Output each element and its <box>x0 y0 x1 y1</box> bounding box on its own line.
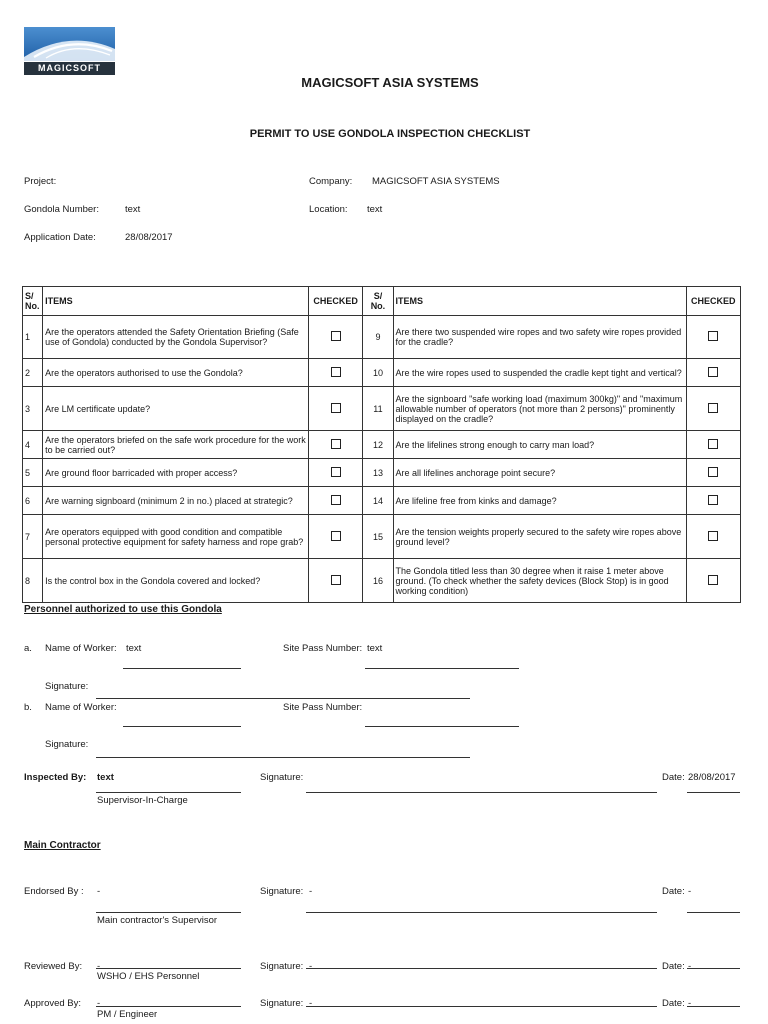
endorsed-date-value: - <box>688 886 692 897</box>
item-text: Are the operators briefed on the safe work procedure for the work to be carried out? <box>43 431 309 459</box>
item-number: 3 <box>23 387 43 431</box>
worker-name-label: Name of Worker: <box>45 702 117 713</box>
worker-name-value: text <box>126 643 142 654</box>
checkbox[interactable] <box>331 495 341 505</box>
checkbox[interactable] <box>708 495 718 505</box>
item-number: 7 <box>23 515 43 559</box>
item-number: 13 <box>363 459 393 487</box>
table-row <box>23 515 741 559</box>
item-text: Are all lifelines anchorage point secure? <box>393 459 686 487</box>
endorsed-signature-line <box>306 912 657 913</box>
company-heading: MAGICSOFT ASIA SYSTEMS <box>301 75 479 90</box>
table-row <box>23 487 741 515</box>
company-logo <box>24 27 115 75</box>
checkbox[interactable] <box>331 467 341 477</box>
checkbox[interactable] <box>708 467 718 477</box>
company-value: MAGICSOFT ASIA SYSTEMS <box>372 176 500 187</box>
item-number: 11 <box>363 387 393 431</box>
item-number: 12 <box>363 431 393 459</box>
checked-header: CHECKED <box>686 287 740 316</box>
item-text: Are warning signboard (minimum 2 in no.) placed at strategic? <box>43 487 309 515</box>
checkbox[interactable] <box>331 531 341 541</box>
site-pass-line <box>365 668 519 669</box>
checkbox-cell[interactable] <box>686 316 740 359</box>
checkbox[interactable] <box>331 439 341 449</box>
items-header: ITEMS <box>43 287 309 316</box>
signature-line <box>96 757 470 758</box>
inspection-date-line <box>687 792 740 793</box>
checkbox[interactable] <box>331 331 341 341</box>
checkbox-cell[interactable] <box>308 431 362 459</box>
approved-by-line <box>96 1006 241 1007</box>
checkbox[interactable] <box>331 575 341 585</box>
endorsed-by-label: Endorsed By : <box>24 886 84 897</box>
reviewed-role: WSHO / EHS Personnel <box>97 971 200 982</box>
reviewed-signature-label: Signature: <box>260 961 304 972</box>
approved-date-line <box>687 1006 740 1007</box>
checkbox[interactable] <box>708 531 718 541</box>
item-text: Are the signboard "safe working load (maximum 300kg)" and "maximum allowable number of operators (not more than 2 persons)" prominently displayed on the cradle? <box>393 387 686 431</box>
sno-header: S/ No. <box>23 287 43 316</box>
checkbox-cell[interactable] <box>308 316 362 359</box>
checkbox-cell[interactable] <box>686 387 740 431</box>
checkbox[interactable] <box>708 331 718 341</box>
location-value: text <box>367 204 383 215</box>
checkbox-cell[interactable] <box>686 559 740 603</box>
item-number: 2 <box>23 359 43 387</box>
item-text: Are the tension weights properly secured to the safety wire ropes above ground level? <box>393 515 686 559</box>
checkbox-cell[interactable] <box>686 359 740 387</box>
approved-signature-label: Signature: <box>260 998 304 1009</box>
item-number: 5 <box>23 459 43 487</box>
project-label: Project: <box>24 176 57 187</box>
worker-name-label: Name of Worker: <box>45 643 117 654</box>
approved-date-label: Date: <box>662 998 685 1009</box>
worker-name-line <box>123 668 241 669</box>
checkbox-cell[interactable] <box>686 487 740 515</box>
reviewed-by-line <box>96 968 241 969</box>
item-text: Are the lifelines strong enough to carry man load? <box>393 431 686 459</box>
item-text: Are the wire ropes used to suspended the cradle kept tight and vertical? <box>393 359 686 387</box>
checkbox-cell[interactable] <box>308 359 362 387</box>
gondola-number-label: Gondola Number: <box>24 204 99 215</box>
endorsed-signature-label: Signature: <box>260 886 304 897</box>
approved-role: PM / Engineer <box>97 1009 158 1020</box>
gondola-number-value: text <box>125 204 141 215</box>
endorsed-date-label: Date: <box>662 886 685 897</box>
approved-by-label: Approved By: <box>24 998 82 1009</box>
checkbox[interactable] <box>331 403 341 413</box>
signature-label: Signature: <box>45 739 89 750</box>
checkbox[interactable] <box>331 367 341 377</box>
checkbox-cell[interactable] <box>308 487 362 515</box>
location-label: Location: <box>309 204 348 215</box>
reviewed-signature-value: - <box>309 961 313 972</box>
checkbox[interactable] <box>708 575 718 585</box>
logo-graphic <box>24 27 115 61</box>
signature-line <box>96 698 470 699</box>
checkbox-cell[interactable] <box>308 515 362 559</box>
endorsed-by-line <box>96 912 241 913</box>
reviewed-date-value: - <box>688 961 692 972</box>
table-row <box>23 316 741 359</box>
item-text: Are ground floor barricaded with proper access? <box>43 459 309 487</box>
checkbox-cell[interactable] <box>308 459 362 487</box>
item-number: 10 <box>363 359 393 387</box>
inspection-date-label: Date: <box>662 772 685 783</box>
site-pass-label: Site Pass Number: <box>283 643 363 654</box>
item-number: 1 <box>23 316 43 359</box>
item-text: Is the control box in the Gondola covered and locked? <box>43 559 309 603</box>
application-date-label: Application Date: <box>24 232 96 243</box>
reviewed-date-label: Date: <box>662 961 685 972</box>
company-label: Company: <box>309 176 353 187</box>
item-text: The Gondola titled less than 30 degree when it raise 1 meter above ground. (To check whether the safety devices (Block Stop) is in good working condition) <box>393 559 686 603</box>
checkbox-cell[interactable] <box>308 387 362 431</box>
worker-name-line <box>123 726 241 727</box>
table-row <box>23 459 741 487</box>
item-text: Are the operators attended the Safety Orientation Briefing (Safe use of Gondola) conducted by the Gondola Supervisor? <box>43 316 309 359</box>
items-header: ITEMS <box>393 287 686 316</box>
table-header-row <box>23 287 741 316</box>
reviewed-by-label: Reviewed By: <box>24 961 83 972</box>
site-pass-label: Site Pass Number: <box>283 702 363 713</box>
item-number: 14 <box>363 487 393 515</box>
checkbox[interactable] <box>708 403 718 413</box>
inspected-by-label: Inspected By: <box>24 772 87 783</box>
item-text: Are there two suspended wire ropes and two safety wire ropes provided for the cradle? <box>393 316 686 359</box>
personnel-heading: Personnel authorized to use this Gondola <box>24 604 222 615</box>
inspection-date-value: 28/08/2017 <box>688 772 736 783</box>
item-number: 6 <box>23 487 43 515</box>
item-text: Are operators equipped with good condition and compatible personal protective equipment for safety harness and rope grab? <box>43 515 309 559</box>
page-title: PERMIT TO USE GONDOLA INSPECTION CHECKLIST <box>249 128 531 140</box>
item-text: Are LM certificate update? <box>43 387 309 431</box>
endorsed-role: Main contractor's Supervisor <box>97 915 218 926</box>
inspection-signature-label: Signature: <box>260 772 304 783</box>
table-row <box>23 359 741 387</box>
checkbox-cell[interactable] <box>308 559 362 603</box>
item-number: 9 <box>363 316 393 359</box>
item-number: 16 <box>363 559 393 603</box>
item-text: Are lifeline free from kinks and damage? <box>393 487 686 515</box>
checkbox-cell[interactable] <box>686 459 740 487</box>
checkbox-cell[interactable] <box>686 431 740 459</box>
checked-header: CHECKED <box>308 287 362 316</box>
item-number: 4 <box>23 431 43 459</box>
approved-by-value: - <box>97 998 101 1009</box>
reviewed-date-line <box>687 968 740 969</box>
reviewed-signature-line <box>306 968 657 969</box>
checklist-table <box>22 286 741 603</box>
inspected-by-line <box>96 792 241 793</box>
reviewed-by-value: - <box>97 961 101 972</box>
approved-date-value: - <box>688 998 692 1009</box>
worker-a-label: a. <box>24 643 32 654</box>
item-number: 15 <box>363 515 393 559</box>
endorsed-signature-value: - <box>309 886 313 897</box>
endorsed-by-value: - <box>97 886 101 897</box>
main-contractor-heading: Main Contractor <box>24 840 101 851</box>
inspection-signature-line <box>306 792 657 793</box>
checkbox[interactable] <box>708 439 718 449</box>
approved-signature-line <box>306 1006 657 1007</box>
application-date-value: 28/08/2017 <box>125 232 173 243</box>
sno-header: S/ No. <box>363 287 393 316</box>
signature-label: Signature: <box>45 681 89 692</box>
table-row <box>23 431 741 459</box>
inspected-by-value: text <box>97 772 114 783</box>
endorsed-date-line <box>687 912 740 913</box>
table-row <box>23 387 741 431</box>
item-text: Are the operators authorised to use the Gondola? <box>43 359 309 387</box>
inspector-role: Supervisor-In-Charge <box>97 795 188 806</box>
checkbox-cell[interactable] <box>686 515 740 559</box>
item-number: 8 <box>23 559 43 603</box>
checkbox[interactable] <box>708 367 718 377</box>
site-pass-value: text <box>367 643 383 654</box>
table-row <box>23 559 741 603</box>
site-pass-line <box>365 726 519 727</box>
logo-wordmark: MAGICSOFT <box>24 62 115 75</box>
worker-b-label: b. <box>24 702 32 713</box>
approved-signature-value: - <box>309 998 313 1009</box>
